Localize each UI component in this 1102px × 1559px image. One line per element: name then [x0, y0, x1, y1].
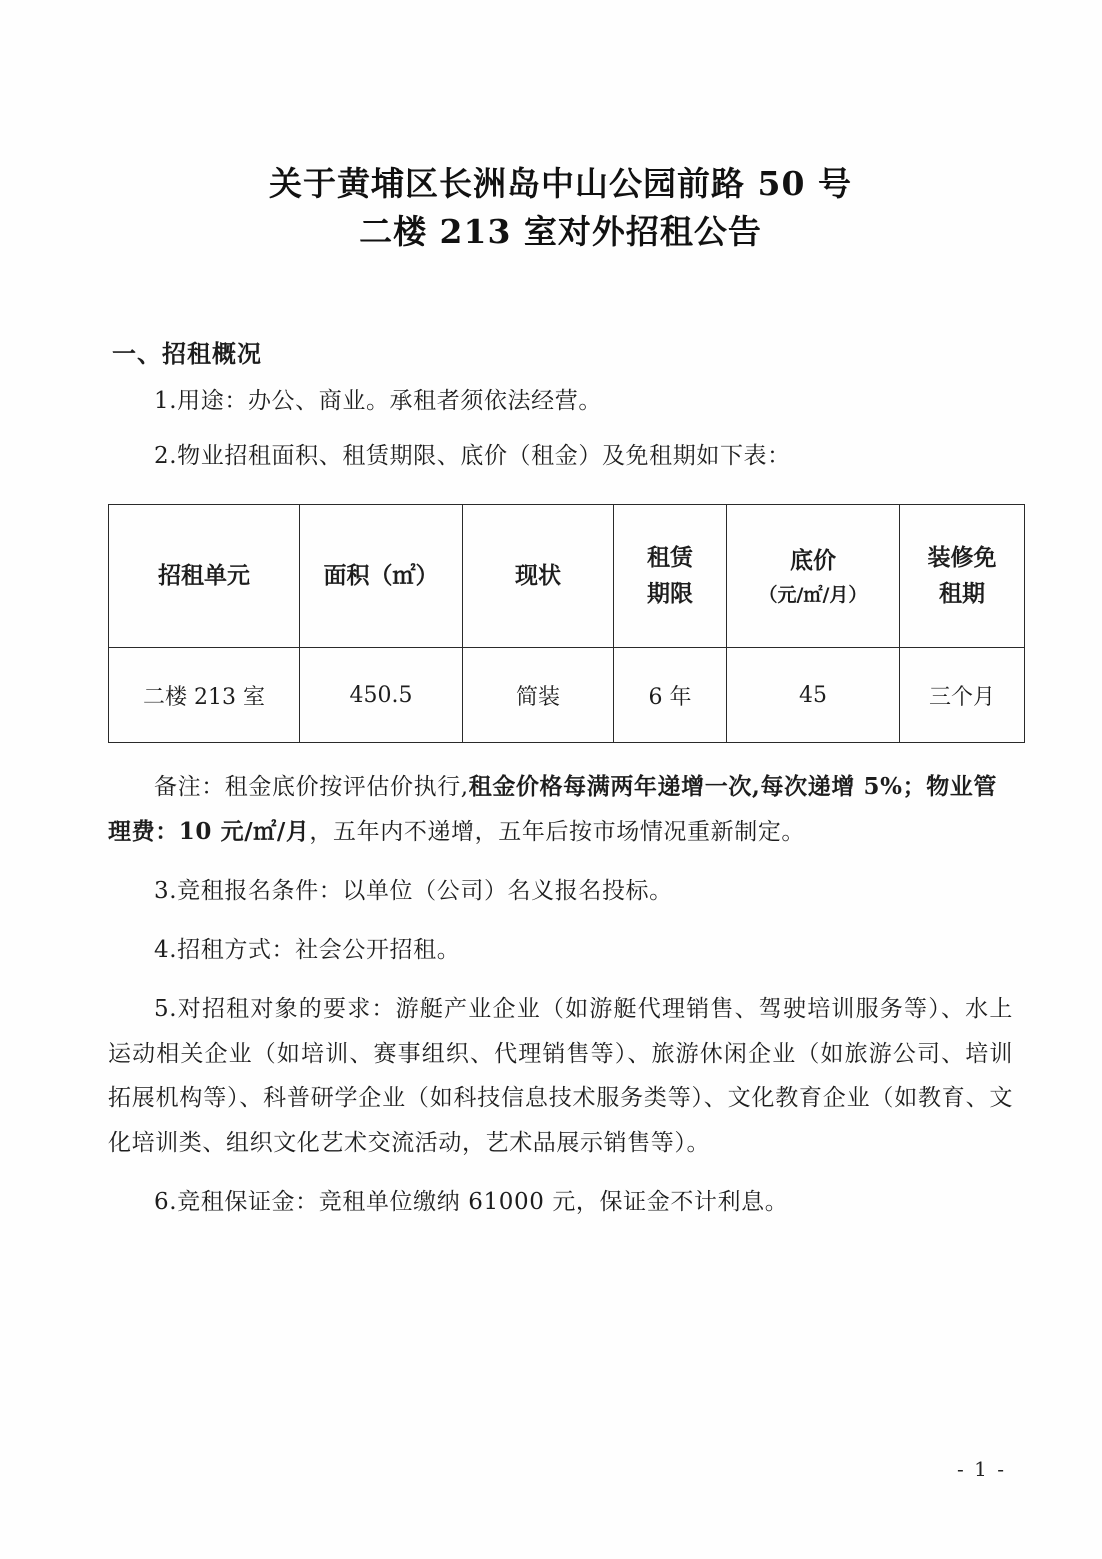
rent-table-head	[109, 505, 1025, 648]
note-part-bold: 租金价格每满两年递增一次,每次递增 5%；物业管理费：10 元/㎡/月	[108, 773, 997, 846]
clause-2: 2.物业招租面积、租赁期限、底价（租金）及免租期如下表：	[154, 442, 791, 469]
clause-6: 6.竞租保证金：竞租单位缴纳 61000 元，保证金不计利息。	[154, 1189, 789, 1216]
th-price-unit: （元/㎡/月）	[758, 583, 868, 606]
th-free-period-label-1: 装修免	[927, 543, 997, 571]
page-number: - 1 -	[957, 1457, 1006, 1481]
th-unit	[109, 505, 300, 648]
th-free-period	[900, 505, 1025, 648]
th-area-label: 面积（㎡）	[323, 561, 439, 589]
title-line-1: 关于黄埔区长洲岛中山公园前路 50 号	[269, 164, 852, 203]
cell-price: 45	[727, 648, 900, 743]
th-term-label-1: 租赁	[647, 543, 693, 571]
clause-5: 5.对招租对象的要求：游艇产业企业（如游艇代理销售、驾驶培训服务等）、水上运动相关企业（如培训、赛事组织、代理销售等）、旅游休闲企业（如旅游公司、培训拓展机构等）、科普研学企业（如科技信息技术服务类等）、文化教育企业（如教育、文化培训类、组织文化艺术交流活动，艺术品展示销售等）。	[108, 995, 1013, 1157]
section-heading-1: 一、招租概况	[112, 338, 262, 368]
note-part-1: 备注：租金底价按评估价执行,	[154, 774, 469, 801]
th-area	[300, 505, 463, 648]
th-free-period-label-2: 租期	[939, 580, 985, 608]
clause-1: 1.用途：办公、商业。承租者须依法经营。	[154, 387, 602, 414]
cell-area: 450.5	[300, 648, 463, 743]
table-note	[108, 765, 1013, 855]
th-term	[614, 505, 727, 648]
cell-condition: 简装	[463, 648, 614, 743]
rent-table	[108, 504, 1025, 743]
table-row	[109, 648, 1025, 743]
document-content	[108, 0, 1013, 1225]
th-unit-label: 招租单元	[158, 561, 250, 589]
th-term-label-2: 期限	[647, 580, 693, 608]
clause-3: 3.竞租报名条件：以单位（公司）名义报名投标。	[154, 878, 673, 905]
cell-term: 6 年	[614, 648, 727, 743]
th-condition-label: 现状	[515, 561, 561, 589]
cell-free-period: 三个月	[900, 648, 1025, 743]
th-price-label: 底价	[790, 546, 836, 574]
clause-4: 4.招租方式：社会公开招租。	[154, 936, 461, 963]
cell-unit: 二楼 213 室	[109, 648, 300, 743]
rent-table-body	[109, 648, 1025, 743]
th-condition	[463, 505, 614, 648]
th-price	[727, 505, 900, 648]
page-title	[108, 160, 1013, 256]
title-line-2: 二楼 213 室对外招租公告	[359, 211, 762, 251]
note-part-2: ，五年内不递增，五年后按市场情况重新制定。	[309, 819, 806, 846]
table-header-row	[109, 505, 1025, 648]
